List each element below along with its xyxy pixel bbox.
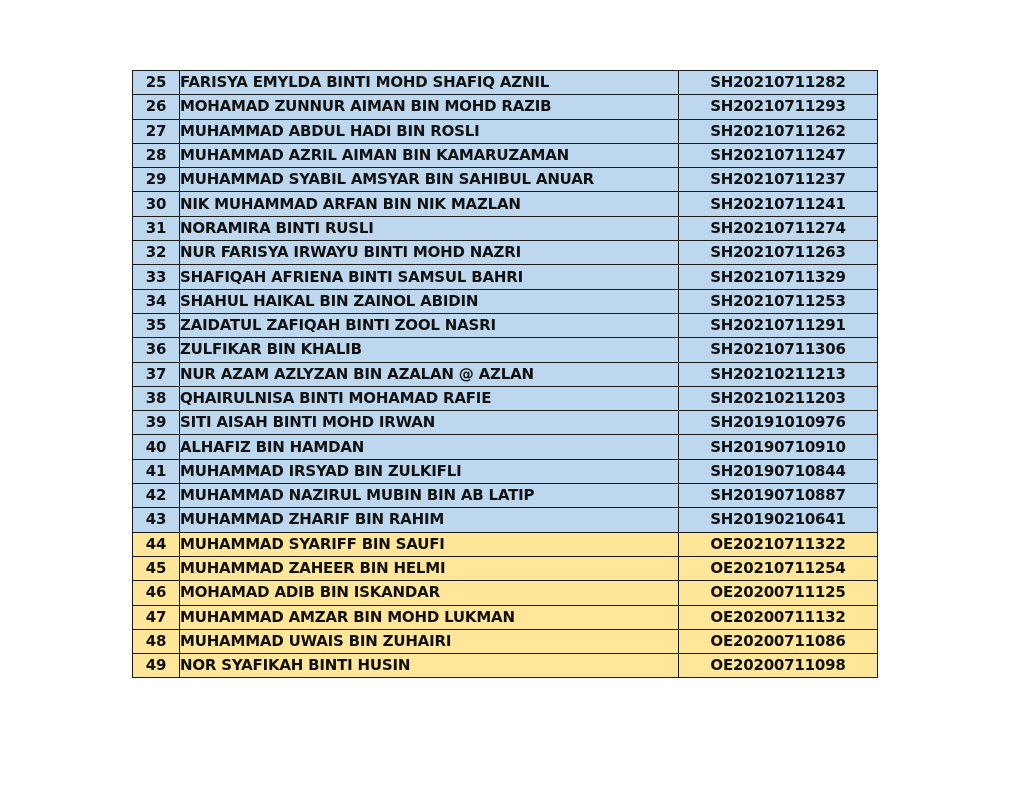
student-name-cell: MUHAMMAD UWAIS BIN ZUHAIRI xyxy=(180,629,679,653)
table-row xyxy=(133,95,878,119)
row-number-cell: 25 xyxy=(133,71,180,95)
student-id-cell: SH20190710887 xyxy=(679,484,878,508)
table-row xyxy=(133,605,878,629)
student-name-cell: MUHAMMAD ABDUL HADI BIN ROSLI xyxy=(180,119,679,143)
student-id-cell: OE20210711322 xyxy=(679,532,878,556)
row-number-cell: 29 xyxy=(133,168,180,192)
table-row xyxy=(133,484,878,508)
row-number-cell: 31 xyxy=(133,216,180,240)
student-name-cell: SITI AISAH BINTI MOHD IRWAN xyxy=(180,411,679,435)
student-name-cell: MUHAMMAD NAZIRUL MUBIN BIN AB LATIP xyxy=(180,484,679,508)
student-name-cell: NUR AZAM AZLYZAN BIN AZALAN @ AZLAN xyxy=(180,362,679,386)
student-name-cell: NUR FARISYA IRWAYU BINTI MOHD NAZRI xyxy=(180,241,679,265)
table-row xyxy=(133,532,878,556)
student-id-cell: SH20210211213 xyxy=(679,362,878,386)
row-number-cell: 32 xyxy=(133,241,180,265)
row-number-cell: 35 xyxy=(133,313,180,337)
row-number-cell: 39 xyxy=(133,411,180,435)
row-number-cell: 47 xyxy=(133,605,180,629)
student-id-cell: SH20190710844 xyxy=(679,459,878,483)
row-number-cell: 37 xyxy=(133,362,180,386)
table-row xyxy=(133,168,878,192)
student-id-cell: SH20210211203 xyxy=(679,386,878,410)
student-name-cell: MUHAMMAD AMZAR BIN MOHD LUKMAN xyxy=(180,605,679,629)
student-name-cell: NORAMIRA BINTI RUSLI xyxy=(180,216,679,240)
student-name-cell: MOHAMAD ADIB BIN ISKANDAR xyxy=(180,581,679,605)
row-number-cell: 41 xyxy=(133,459,180,483)
row-number-cell: 30 xyxy=(133,192,180,216)
student-name-cell: NIK MUHAMMAD ARFAN BIN NIK MAZLAN xyxy=(180,192,679,216)
row-number-cell: 33 xyxy=(133,265,180,289)
row-number-cell: 26 xyxy=(133,95,180,119)
row-number-cell: 38 xyxy=(133,386,180,410)
table-row xyxy=(133,362,878,386)
student-name-cell: MOHAMAD ZUNNUR AIMAN BIN MOHD RAZIB xyxy=(180,95,679,119)
student-name-cell: ALHAFIZ BIN HAMDAN xyxy=(180,435,679,459)
student-name-cell: MUHAMMAD IRSYAD BIN ZULKIFLI xyxy=(180,459,679,483)
table-row xyxy=(133,216,878,240)
student-name-cell: MUHAMMAD ZHARIF BIN RAHIM xyxy=(180,508,679,532)
table-row xyxy=(133,71,878,95)
student-id-cell: SH20210711241 xyxy=(679,192,878,216)
table-row xyxy=(133,119,878,143)
row-number-cell: 36 xyxy=(133,338,180,362)
table-row xyxy=(133,289,878,313)
student-id-cell: SH20190210641 xyxy=(679,508,878,532)
student-name-cell: ZULFIKAR BIN KHALIB xyxy=(180,338,679,362)
student-id-cell: SH20190710910 xyxy=(679,435,878,459)
row-number-cell: 48 xyxy=(133,629,180,653)
student-name-cell: MUHAMMAD SYABIL AMSYAR BIN SAHIBUL ANUAR xyxy=(180,168,679,192)
student-name-cell: QHAIRULNISA BINTI MOHAMAD RAFIE xyxy=(180,386,679,410)
student-id-cell: SH20210711282 xyxy=(679,71,878,95)
student-id-cell: OE20200711125 xyxy=(679,581,878,605)
table-row xyxy=(133,654,878,678)
student-id-cell: SH20210711263 xyxy=(679,241,878,265)
table-row xyxy=(133,265,878,289)
table-row xyxy=(133,386,878,410)
table-row xyxy=(133,581,878,605)
student-id-cell: SH20210711306 xyxy=(679,338,878,362)
student-id-cell: OE20210711254 xyxy=(679,556,878,580)
student-id-cell: SH20210711253 xyxy=(679,289,878,313)
table-row xyxy=(133,313,878,337)
table-row xyxy=(133,629,878,653)
table-row xyxy=(133,338,878,362)
student-list-table xyxy=(132,70,878,678)
table-row xyxy=(133,192,878,216)
student-id-cell: SH20210711291 xyxy=(679,313,878,337)
student-id-cell: OE20200711086 xyxy=(679,629,878,653)
student-id-cell: SH20210711293 xyxy=(679,95,878,119)
table-row xyxy=(133,556,878,580)
row-number-cell: 27 xyxy=(133,119,180,143)
student-id-cell: SH20191010976 xyxy=(679,411,878,435)
row-number-cell: 40 xyxy=(133,435,180,459)
row-number-cell: 44 xyxy=(133,532,180,556)
table-body xyxy=(133,71,878,678)
table-row xyxy=(133,143,878,167)
row-number-cell: 46 xyxy=(133,581,180,605)
student-name-cell: MUHAMMAD SYARIFF BIN SAUFI xyxy=(180,532,679,556)
student-id-cell: SH20210711247 xyxy=(679,143,878,167)
student-id-cell: SH20210711329 xyxy=(679,265,878,289)
student-name-cell: MUHAMMAD AZRIL AIMAN BIN KAMARUZAMAN xyxy=(180,143,679,167)
row-number-cell: 43 xyxy=(133,508,180,532)
student-name-cell: SHAFIQAH AFRIENA BINTI SAMSUL BAHRI xyxy=(180,265,679,289)
row-number-cell: 49 xyxy=(133,654,180,678)
table-row xyxy=(133,508,878,532)
table-row xyxy=(133,241,878,265)
table-row xyxy=(133,411,878,435)
student-name-cell: SHAHUL HAIKAL BIN ZAINOL ABIDIN xyxy=(180,289,679,313)
student-id-cell: SH20210711237 xyxy=(679,168,878,192)
row-number-cell: 42 xyxy=(133,484,180,508)
student-name-cell: NOR SYAFIKAH BINTI HUSIN xyxy=(180,654,679,678)
student-id-cell: OE20200711098 xyxy=(679,654,878,678)
table-row xyxy=(133,459,878,483)
student-name-cell: MUHAMMAD ZAHEER BIN HELMI xyxy=(180,556,679,580)
student-id-cell: SH20210711274 xyxy=(679,216,878,240)
student-name-cell: FARISYA EMYLDA BINTI MOHD SHAFIQ AZNIL xyxy=(180,71,679,95)
row-number-cell: 45 xyxy=(133,556,180,580)
student-id-cell: SH20210711262 xyxy=(679,119,878,143)
student-id-cell: OE20200711132 xyxy=(679,605,878,629)
row-number-cell: 28 xyxy=(133,143,180,167)
student-name-cell: ZAIDATUL ZAFIQAH BINTI ZOOL NASRI xyxy=(180,313,679,337)
table-row xyxy=(133,435,878,459)
row-number-cell: 34 xyxy=(133,289,180,313)
